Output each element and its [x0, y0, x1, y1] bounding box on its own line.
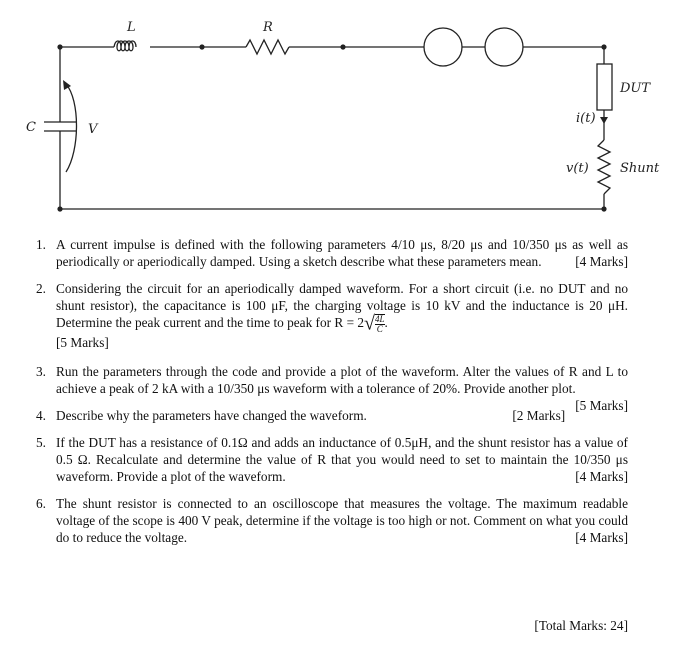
question-number: 4. — [36, 408, 46, 423]
question-number: 3. — [36, 364, 46, 379]
label-voltage: V — [88, 122, 98, 137]
question-marks: [4 Marks] — [575, 469, 628, 484]
sqrt-symbol: √ — [364, 312, 376, 335]
question-marks: [5 Marks] — [56, 335, 109, 350]
question-number: 1. — [36, 237, 46, 252]
question-text: Run the parameters through the code and provide a plot of the waveform. Alter the values of R and L to achieve a peak of 2 kA with a 10/350 μs waveform with a tolerance of 20%. Provide another plot. — [56, 364, 628, 396]
total-marks: [Total Marks: 24] — [534, 618, 628, 633]
question-marks: [2 Marks] — [512, 408, 566, 423]
question-marks: [5 Marks] — [575, 398, 628, 413]
inductor-symbol — [114, 41, 136, 51]
current-arrow — [600, 117, 608, 124]
question-text: Considering the circuit for an aperiodically damped waveform. For a short circuit (i.e. no DUT and no shunt resistor), the capacitance is 100 μF, the charging voltage is 10 kV and the inductance is 20 μH. Determine the peak current and the time to peak for R = 2 — [56, 281, 628, 331]
question-item — [30, 236, 628, 270]
question-number: 6. — [36, 496, 46, 511]
question-number: 2. — [36, 281, 46, 296]
question-list — [30, 236, 628, 556]
question-text: If the DUT has a resistance of 0.1Ω and adds an inductance of 0.5μH, and the shunt resistor has a value of 0.5 Ω. Recalculate and determine the value of R that you would need to set to maintain the 10/350 μs waveform. Provide a plot of the waveform. — [56, 435, 628, 484]
question-item — [30, 434, 628, 485]
circuit-diagram — [0, 0, 698, 230]
label-inductor: L — [127, 20, 136, 35]
question-marks: [4 Marks] — [575, 254, 628, 269]
shunt-resistor-symbol — [598, 140, 610, 194]
label-dut: DUT — [620, 81, 651, 96]
question-marks: [4 Marks] — [575, 530, 628, 545]
label-current: i(t) — [576, 111, 596, 126]
question-item — [30, 407, 628, 424]
formula-numerator: 4L — [375, 314, 385, 324]
voltage-arrow — [66, 84, 77, 172]
question-text: The shunt resistor is connected to an oscilloscope that measures the voltage. The maximum readable voltage of the scope is 400 V peak, determine if the voltage is too high or not. Comment on what you could do to reduce the voltage. — [56, 496, 628, 545]
formula-fraction — [375, 314, 385, 334]
label-shunt: Shunt — [620, 161, 660, 176]
label-voltage-shunt: v(t) — [566, 161, 589, 176]
question-item — [30, 363, 628, 413]
question-text: A current impulse is defined with the following parameters 4/10 μs, 8/20 μs and 10/350 μs as well as periodically or aperiodically damped. Using a sketch describe what these parameters mean. — [56, 237, 628, 269]
label-resistor: R — [263, 20, 273, 35]
label-capacitor: C — [26, 120, 36, 135]
question-item — [30, 495, 628, 546]
question-text: Describe why the parameters have changed the waveform. — [56, 408, 367, 423]
question-number: 5. — [36, 435, 46, 450]
formula-denominator: C — [376, 324, 383, 334]
question-item: 2. Considering the circuit for an aperiodically damped waveform. For a short circuit (i.e. no DUT and no shunt resistor), the capacitance is 100 μF, the charging voltage is 10 kV and the inductance is 20 μH. Determine the peak current and the time to peak for R = 2√ $\frac{4L}{C}$ . [5 Marks] — [36, 281, 628, 350]
meter-circle-2 — [485, 28, 523, 66]
meter-circle-1 — [424, 28, 462, 66]
dut-box — [597, 64, 612, 110]
resistor-symbol — [246, 40, 289, 54]
